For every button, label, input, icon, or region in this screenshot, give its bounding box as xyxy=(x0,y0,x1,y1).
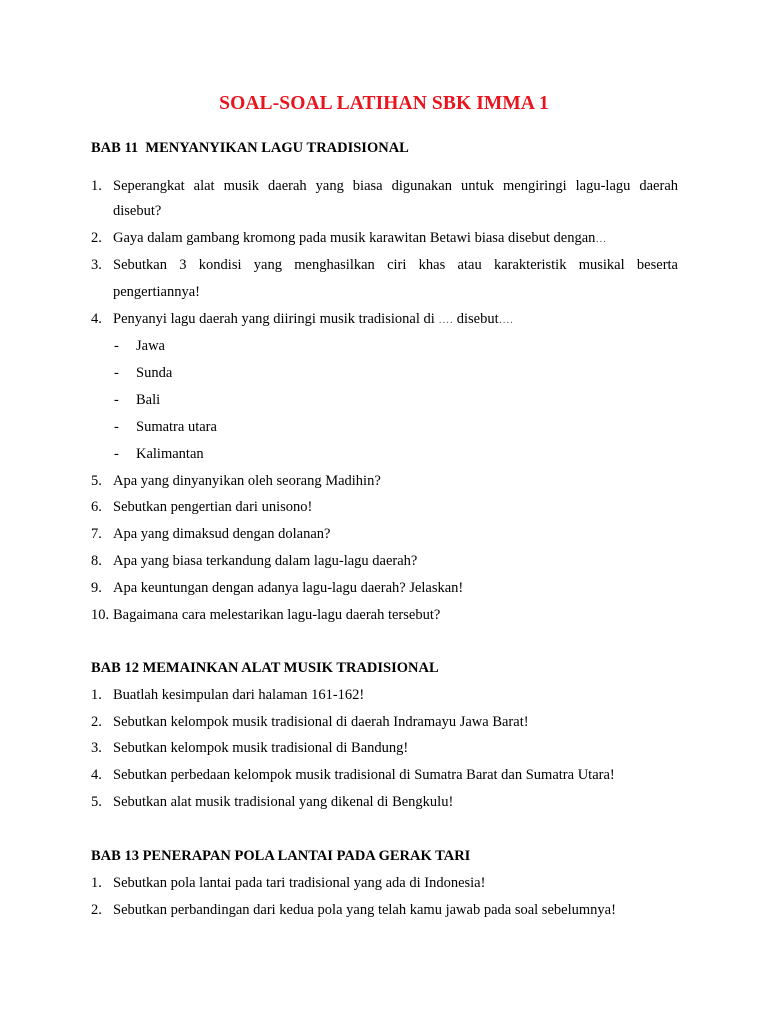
question-number: 6. xyxy=(91,499,102,515)
question-text: Buatlah kesimpulan dari halaman 161-162! xyxy=(113,687,365,703)
question-ellipsis: …. xyxy=(498,314,514,326)
question-text: Apa yang dimaksud dengan dolanan? xyxy=(113,526,331,542)
question-number: 3. xyxy=(91,257,102,273)
question-number: 7. xyxy=(91,526,102,542)
question-number: 1. xyxy=(91,687,102,703)
option-dash: - xyxy=(114,446,119,462)
question-number: 2. xyxy=(91,714,102,730)
question-text: Apa yang biasa terkandung dalam lagu-lagu daerah? xyxy=(113,553,418,569)
question-number: 1. xyxy=(91,178,102,194)
option-dash: - xyxy=(114,365,119,381)
question-number: 9. xyxy=(91,580,102,596)
question-text: Apa keuntungan dengan adanya lagu-lagu daerah? Jelaskan! xyxy=(113,580,464,596)
question-text xyxy=(113,230,607,247)
question-number: 1. xyxy=(91,875,102,891)
question-text-part: disebut xyxy=(453,311,499,327)
question-text: Sebutkan pola lantai pada tari tradisional yang ada di Indonesia! xyxy=(113,875,486,891)
question-text-line: Sebutkan 3 kondisi yang menghasilkan ciri khas atau karakteristik musikal beserta xyxy=(113,257,678,273)
question-text: Sebutkan pengertian dari unisono! xyxy=(113,499,313,515)
option-label: Kalimantan xyxy=(136,446,204,462)
option-dash: - xyxy=(114,338,119,354)
option-label: Sunda xyxy=(136,365,173,381)
option-label: Jawa xyxy=(136,338,165,354)
option-dash: - xyxy=(114,419,119,435)
question-text: Sebutkan perbandingan dari kedua pola yang telah kamu jawab pada soal sebelumnya! xyxy=(113,902,616,918)
question-number: 10. xyxy=(91,607,110,623)
question-number: 4. xyxy=(91,767,102,783)
question-text: Apa yang dinyanyikan oleh seorang Madihin? xyxy=(113,473,381,489)
question-ellipsis: … xyxy=(595,233,607,245)
question-number: 2. xyxy=(91,230,102,246)
question-ellipsis: …. xyxy=(438,314,454,326)
option-label: Bali xyxy=(136,392,161,408)
question-text: Bagaimana cara melestarikan lagu-lagu daerah tersebut? xyxy=(113,607,441,623)
section-heading-bab-12: BAB 12 MEMAINKAN ALAT MUSIK TRADISIONAL xyxy=(91,660,439,676)
option-dash: - xyxy=(114,392,119,408)
question-text-line: disebut? xyxy=(113,203,162,219)
question-text-line: Seperangkat alat musik daerah yang biasa digunakan untuk mengiringi lagu-lagu daerah xyxy=(113,178,678,194)
question-number: 4. xyxy=(91,311,102,327)
question-number: 5. xyxy=(91,794,102,810)
question-text: Sebutkan kelompok musik tradisional di Bandung! xyxy=(113,740,409,756)
section-heading-bab-11: BAB 11 MENYANYIKAN LAGU TRADISIONAL xyxy=(91,140,409,156)
question-number: 2. xyxy=(91,902,102,918)
question-number: 3. xyxy=(91,740,102,756)
question-text xyxy=(113,311,513,328)
question-number: 8. xyxy=(91,553,102,569)
question-text: Sebutkan alat musik tradisional yang dikenal di Bengkulu! xyxy=(113,794,454,810)
question-text-part: Penyanyi lagu daerah yang diiringi musik tradisional di xyxy=(113,311,439,327)
question-number: 5. xyxy=(91,473,102,489)
question-text: Sebutkan kelompok musik tradisional di daerah Indramayu Jawa Barat! xyxy=(113,714,529,730)
section-heading-bab-13: BAB 13 PENERAPAN POLA LANTAI PADA GERAK TARI xyxy=(91,848,471,864)
question-text-main: Gaya dalam gambang kromong pada musik karawitan Betawi biasa disebut dengan xyxy=(113,230,596,246)
document-title: SOAL-SOAL LATIHAN SBK IMMA 1 xyxy=(219,93,549,114)
question-text-line: pengertiannya! xyxy=(113,284,200,300)
option-label: Sumatra utara xyxy=(136,419,217,435)
question-text: Sebutkan perbedaan kelompok musik tradisional di Sumatra Barat dan Sumatra Utara! xyxy=(113,767,615,783)
